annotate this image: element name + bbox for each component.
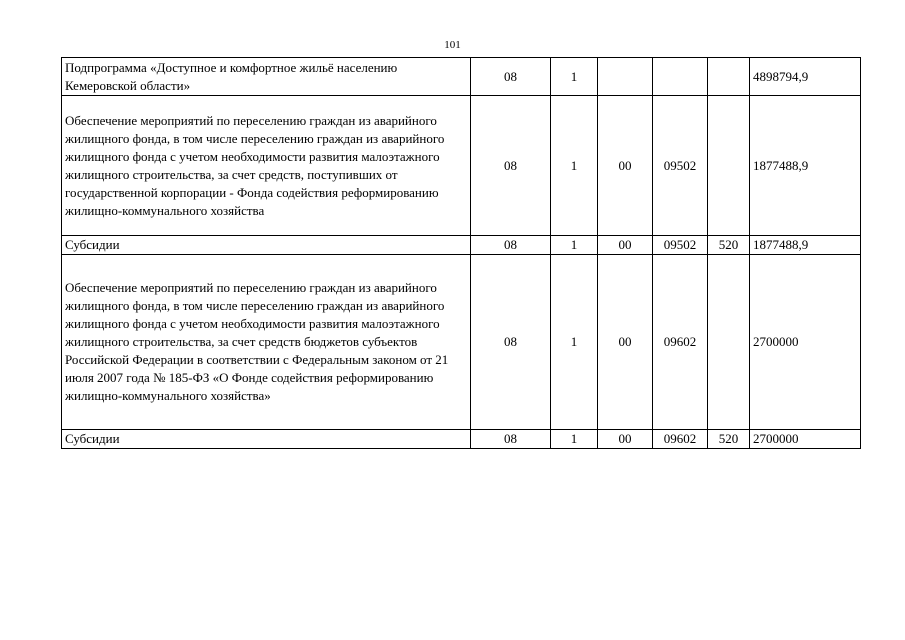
expense-type-code xyxy=(708,58,750,96)
section-code: 08 xyxy=(471,96,551,236)
section-code: 08 xyxy=(471,255,551,430)
subsection-code: 1 xyxy=(551,58,598,96)
target-code: 09602 xyxy=(653,255,708,430)
subsection-code: 1 xyxy=(551,96,598,236)
subsection-code: 1 xyxy=(551,236,598,255)
subsection-code: 1 xyxy=(551,255,598,430)
program-code xyxy=(598,58,653,96)
row-name: Субсидии xyxy=(62,236,471,255)
table-row xyxy=(62,58,861,96)
expense-type-code: 520 xyxy=(708,236,750,255)
target-code: 09502 xyxy=(653,236,708,255)
amount: 4898794,9 xyxy=(750,58,861,96)
table-row xyxy=(62,255,861,430)
amount: 1877488,9 xyxy=(750,236,861,255)
row-name: Подпрограмма «Доступное и комфортное жильё населению Кемеровской области» xyxy=(62,58,471,96)
row-name: Обеспечение мероприятий по переселению граждан из аварийного жилищного фонда, в том числе переселению граждан из аварийного жилищного фонда с учетом необходимости развития малоэтажного жилищного строительства, за счет средств бюджетов субъектов Российской Федерации в соответствии с Федеральным законом от 21 июля 2007 года № 185-ФЗ «О Фонде содействия реформированию жилищно-коммунального хозяйства» xyxy=(62,255,471,430)
section-code: 08 xyxy=(471,236,551,255)
program-code: 00 xyxy=(598,236,653,255)
amount: 2700000 xyxy=(750,255,861,430)
expense-type-code xyxy=(708,96,750,236)
table-row xyxy=(62,96,861,236)
target-code xyxy=(653,58,708,96)
section-code: 08 xyxy=(471,58,551,96)
target-code: 09502 xyxy=(653,96,708,236)
program-code: 00 xyxy=(598,255,653,430)
amount: 1877488,9 xyxy=(750,96,861,236)
target-code: 09602 xyxy=(653,430,708,449)
amount: 2700000 xyxy=(750,430,861,449)
budget-table xyxy=(61,57,861,449)
row-name: Обеспечение мероприятий по переселению граждан из аварийного жилищного фонда, в том числе переселению граждан из аварийного жилищного фонда с учетом необходимости развития малоэтажного жилищного строительства, за счет средств, поступивших от государственной корпорации - Фонда содействия реформированию жилищно-коммунального хозяйства xyxy=(62,96,471,236)
program-code: 00 xyxy=(598,96,653,236)
subsection-code: 1 xyxy=(551,430,598,449)
page-number: 101 xyxy=(444,39,461,51)
expense-type-code: 520 xyxy=(708,430,750,449)
section-code: 08 xyxy=(471,430,551,449)
table-row xyxy=(62,236,861,255)
row-name: Субсидии xyxy=(62,430,471,449)
program-code: 00 xyxy=(598,430,653,449)
expense-type-code xyxy=(708,255,750,430)
table-row xyxy=(62,430,861,449)
